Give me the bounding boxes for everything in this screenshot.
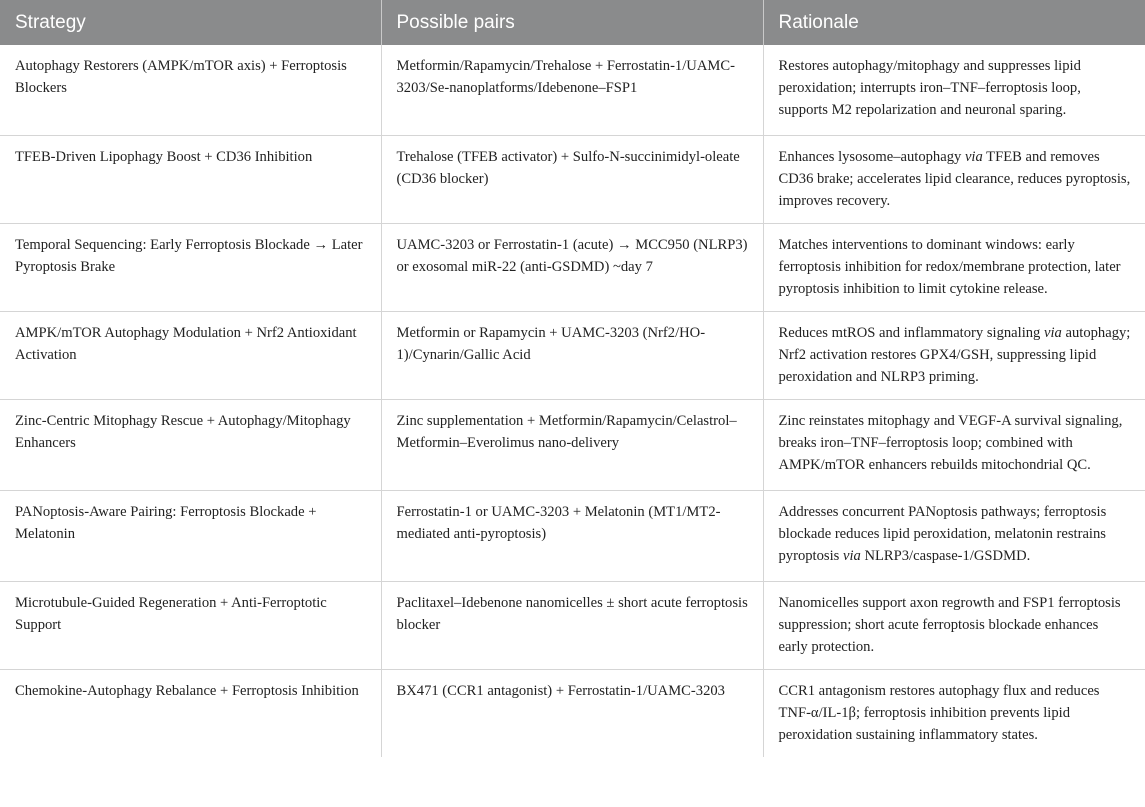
rationale-text: Zinc reinstates mitophagy and VEGF-A survival signaling, breaks iron–TNF–ferroptosis loop; combined with AMPK/mTOR enhancers rebuilds mitochondrial QC.	[778, 413, 1123, 473]
table-row	[0, 224, 1145, 312]
table-row	[0, 136, 1145, 224]
header-possible-pairs: Possible pairs	[381, 0, 763, 45]
rationale-cell	[763, 491, 1145, 582]
rationale-text: TFEB and removes CD36 brake; accelerates lipid clearance, reduces pyroptosis, improves recovery.	[778, 149, 1131, 209]
rationale-text: NLRP3/caspase-1/GSDMD.	[860, 548, 1031, 564]
rationale-text: Enhances lysosome–autophagy	[778, 149, 965, 165]
rationale-text: autophagy; Nrf2 activation restores GPX4/GSH, suppressing lipid peroxidation and NLRP3 priming.	[778, 325, 1131, 385]
pairs-cell: Metformin or Rapamycin + UAMC-3203 (Nrf2/HO-1)/Cynarin/Gallic Acid	[381, 312, 763, 400]
rationale-cell	[763, 136, 1145, 224]
rationale-cell	[763, 582, 1145, 670]
strategy-cell: Chemokine-Autophagy Rebalance + Ferroptosis Inhibition	[0, 670, 381, 758]
pairs-cell: BX471 (CCR1 antagonist) + Ferrostatin-1/UAMC-3203	[381, 670, 763, 758]
rationale-text: Restores autophagy/mitophagy and suppresses lipid peroxidation; interrupts iron–TNF–ferroptosis loop, supports M2 repolarization and neuronal sparing.	[778, 58, 1081, 118]
header-rationale: Rationale	[763, 0, 1145, 45]
rationale-italic-text: via	[842, 548, 861, 564]
strategy-cell: TFEB-Driven Lipophagy Boost + CD36 Inhibition	[0, 136, 381, 224]
pairs-cell: Trehalose (TFEB activator) + Sulfo-N-succinimidyl-oleate (CD36 blocker)	[381, 136, 763, 224]
rationale-italic-text: via	[964, 149, 983, 165]
strategy-cell: PANoptosis-Aware Pairing: Ferroptosis Blockade + Melatonin	[0, 491, 381, 582]
header-row	[0, 0, 1145, 45]
rationale-cell	[763, 224, 1145, 312]
rationale-cell	[763, 400, 1145, 491]
rationale-cell	[763, 45, 1145, 136]
rationale-text: Matches interventions to dominant windows: early ferroptosis inhibition for redox/membrane protection, later pyroptosis inhibition to limit cytokine release.	[778, 237, 1121, 297]
rationale-italic-text: via	[1044, 325, 1062, 341]
rationale-text: Nanomicelles support axon regrowth and FSP1 ferroptosis suppression; short acute ferroptosis blockade enhances early protection.	[778, 595, 1121, 655]
strategy-cell: Autophagy Restorers (AMPK/mTOR axis) + Ferroptosis Blockers	[0, 45, 381, 136]
pairs-cell: Paclitaxel–Idebenone nanomicelles ± short acute ferroptosis blocker	[381, 582, 763, 670]
pairs-cell: Metformin/Rapamycin/Trehalose + Ferrostatin-1/UAMC-3203/Se-nanoplatforms/Idebenone–FSP1	[381, 45, 763, 136]
rationale-text: Addresses concurrent PANoptosis pathways; ferroptosis blockade reduces lipid peroxidation, melatonin restrains pyroptosis	[778, 504, 1107, 564]
rationale-cell	[763, 670, 1145, 758]
strategy-cell: AMPK/mTOR Autophagy Modulation + Nrf2 Antioxidant Activation	[0, 312, 381, 400]
pairs-cell: Ferrostatin-1 or UAMC-3203 + Melatonin (MT1/MT2-mediated anti-pyroptosis)	[381, 491, 763, 582]
header-strategy: Strategy	[0, 0, 381, 45]
strategy-cell: Zinc-Centric Mitophagy Rescue + Autophagy/Mitophagy Enhancers	[0, 400, 381, 491]
table-row	[0, 400, 1145, 491]
strategy-cell: Temporal Sequencing: Early Ferroptosis Blockade → Later Pyroptosis Brake	[0, 224, 381, 312]
rationale-cell	[763, 312, 1145, 400]
table-row	[0, 45, 1145, 136]
table-row	[0, 582, 1145, 670]
pairs-cell: UAMC-3203 or Ferrostatin-1 (acute) → MCC950 (NLRP3) or exosomal miR-22 (anti-GSDMD) ~day 7	[381, 224, 763, 312]
strategy-cell: Microtubule-Guided Regeneration + Anti-Ferroptotic Support	[0, 582, 381, 670]
table-row	[0, 312, 1145, 400]
pairs-cell: Zinc supplementation + Metformin/Rapamycin/Celastrol–Metformin–Everolimus nano-delivery	[381, 400, 763, 491]
table-row	[0, 491, 1145, 582]
table-row	[0, 670, 1145, 758]
rationale-text: Reduces mtROS and inflammatory signaling	[778, 325, 1044, 341]
rationale-text: CCR1 antagonism restores autophagy flux and reduces TNF-α/IL-1β; ferroptosis inhibition prevents lipid peroxidation sustaining inflammatory states.	[778, 683, 1100, 743]
